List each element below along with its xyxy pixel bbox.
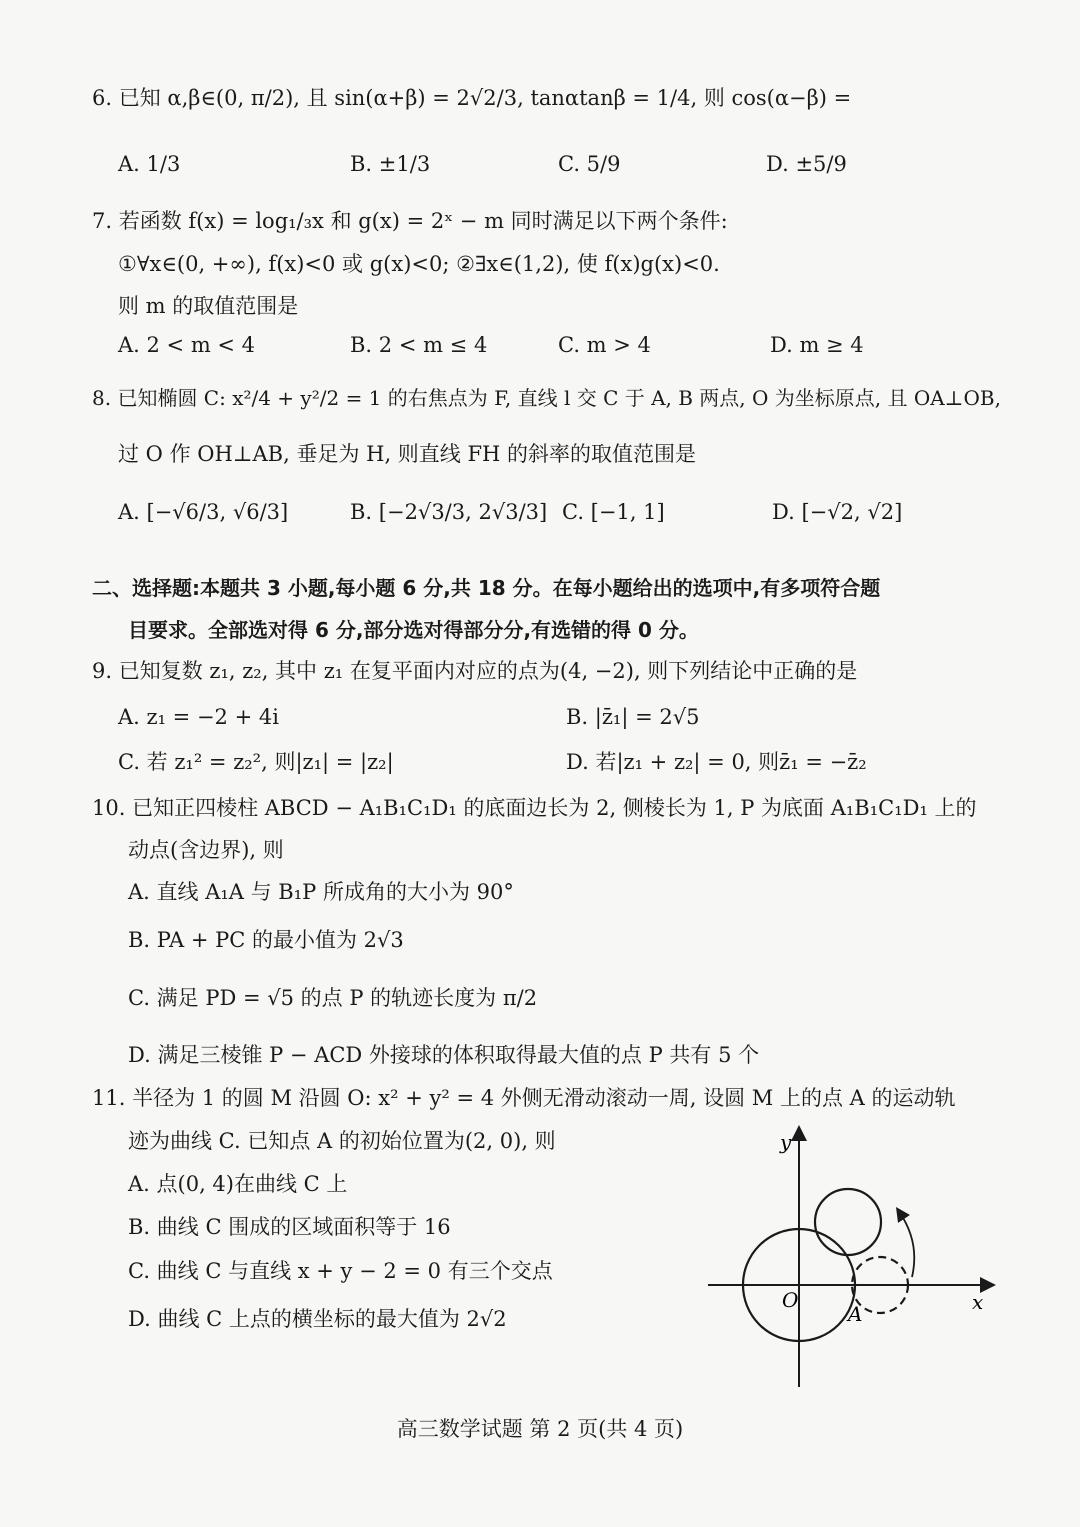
question-10-option-b: B. PA + PC 的最小值为 2√3 xyxy=(128,928,404,952)
page-footer: 高三数学试题 第 2 页(共 4 页) xyxy=(396,1417,684,1441)
question-11-stem-line-2: 迹为曲线 C. 已知点 A 的初始位置为(2, 0), 则 xyxy=(128,1129,556,1153)
section-2-heading-line-1: 二、选择题:本题共 3 小题,每小题 6 分,共 18 分。在每小题给出的选项中,有多项符合题 xyxy=(92,576,881,600)
question-7-stem-line-2: ①∀x∈(0, +∞), f(x)<0 或 g(x)<0; ②∃x∈(1,2), 使 f(x)g(x)<0. xyxy=(118,252,720,276)
question-7-options xyxy=(0,331,1000,361)
question-6-options xyxy=(0,150,1000,180)
question-9-options-row-1 xyxy=(0,703,1000,733)
y-axis-label: y xyxy=(780,1130,792,1154)
option-a: A. [−√6/3, √6/3] xyxy=(118,500,289,524)
option-d: D. ±5/9 xyxy=(766,152,847,176)
question-7-stem-line-3: 则 m 的取值范围是 xyxy=(118,294,299,318)
option-c: C. m > 4 xyxy=(558,333,651,357)
option-b: B. |z̄₁| = 2√5 xyxy=(566,705,700,729)
option-c: C. 若 z₁² = z₂², 则|z₁| = |z₂| xyxy=(118,750,394,774)
question-8-stem-line-2: 过 O 作 OH⊥AB, 垂足为 H, 则直线 FH 的斜率的取值范围是 xyxy=(118,442,697,466)
question-11-option-b: B. 曲线 C 围成的区域面积等于 16 xyxy=(128,1215,451,1239)
option-b: B. 2 < m ≤ 4 xyxy=(350,333,488,357)
question-10-stem-line-2: 动点(含边界), 则 xyxy=(128,838,284,862)
question-11-option-c: C. 曲线 C 与直线 x + y − 2 = 0 有三个交点 xyxy=(128,1259,553,1283)
option-c: C. 5/9 xyxy=(558,152,621,176)
question-8-stem-line-1: 8. 已知椭圆 C: x²/4 + y²/2 = 1 的右焦点为 F, 直线 l 交 C 于 A, B 两点, O 为坐标原点, 且 OA⊥OB, xyxy=(92,386,1001,410)
option-a: A. z₁ = −2 + 4i xyxy=(118,705,279,729)
question-10-option-c: C. 满足 PD = √5 的点 P 的轨迹长度为 π/2 xyxy=(128,986,538,1010)
question-6-stem: 6. 已知 α,β∈(0, π/2), 且 sin(α+β) = 2√2/3, tanαtanβ = 1/4, 则 cos(α−β) = xyxy=(92,86,852,110)
option-d: D. [−√2, √2] xyxy=(772,500,903,524)
x-axis-label: x xyxy=(972,1290,984,1314)
question-7-stem-line-1: 7. 若函数 f(x) = log₁/₃x 和 g(x) = 2ˣ − m 同时满足以下两个条件: xyxy=(92,209,728,233)
question-9-stem: 9. 已知复数 z₁, z₂, 其中 z₁ 在复平面内对应的点为(4, −2), 则下列结论中正确的是 xyxy=(92,659,858,683)
rolling-circle-figure xyxy=(700,1125,1000,1395)
question-10-stem-line-1: 10. 已知正四棱柱 ABCD − A₁B₁C₁D₁ 的底面边长为 2, 侧棱长为 1, P 为底面 A₁B₁C₁D₁ 上的 xyxy=(92,796,977,820)
circle-m xyxy=(815,1189,881,1255)
section-2-heading-line-2: 目要求。全部选对得 6 分,部分选对得部分分,有选错的得 0 分。 xyxy=(128,618,699,642)
origin-label: O xyxy=(782,1288,799,1312)
option-c: C. [−1, 1] xyxy=(562,500,665,524)
question-11-option-a: A. 点(0, 4)在曲线 C 上 xyxy=(128,1172,348,1196)
question-11-stem-line-1: 11. 半径为 1 的圆 M 沿圆 O: x² + y² = 4 外侧无滑动滚动一周, 设圆 M 上的点 A 的运动轨 xyxy=(92,1086,956,1110)
point-a-label: A xyxy=(848,1302,863,1326)
question-10-option-d: D. 满足三棱锥 P − ACD 外接球的体积取得最大值的点 P 共有 5 个 xyxy=(128,1043,760,1067)
question-11-option-d: D. 曲线 C 上点的横坐标的最大值为 2√2 xyxy=(128,1307,507,1331)
option-b: B. [−2√3/3, 2√3/3] xyxy=(350,500,548,524)
option-d: D. 若|z₁ + z₂| = 0, 则z̄₁ = −z̄₂ xyxy=(566,750,867,774)
question-10-option-a: A. 直线 A₁A 与 B₁P 所成角的大小为 90° xyxy=(128,880,514,904)
option-b: B. ±1/3 xyxy=(350,152,431,176)
question-8-options xyxy=(0,498,1000,528)
option-a: A. 1/3 xyxy=(118,152,181,176)
question-9-options-row-2 xyxy=(0,748,1000,778)
option-d: D. m ≥ 4 xyxy=(770,333,864,357)
option-a: A. 2 < m < 4 xyxy=(118,333,256,357)
